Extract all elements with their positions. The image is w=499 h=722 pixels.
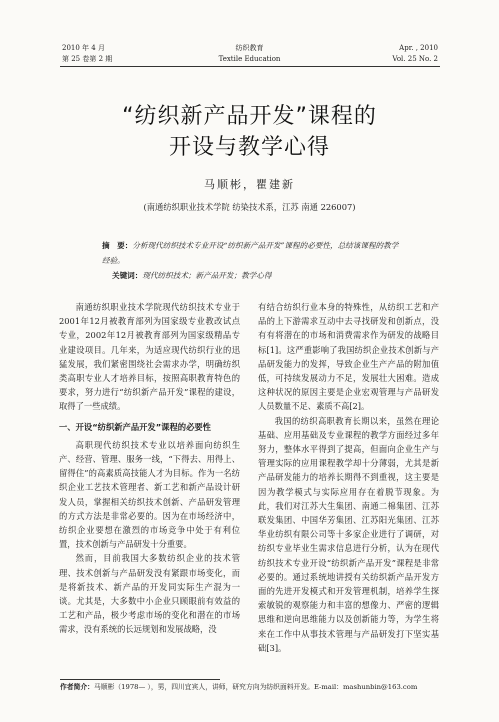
- abstract-text: 分析现代纺织技术专业开设“纺织新产品开发”课程的必要性，总结该课程的教学经验。: [102, 241, 399, 265]
- section-heading-1: 一、开设“纺织新产品开发”课程的必要性: [59, 421, 211, 432]
- journal-name-en: Textile Education: [218, 55, 281, 63]
- header-issue: 第 25 卷第 2 期: [62, 55, 113, 63]
- footnote-rule: [60, 679, 220, 680]
- header-volume: Vol. 25 No. 2: [392, 55, 438, 63]
- authors: 马顺彬，瞿建新: [204, 178, 295, 191]
- right-column: [258, 300, 439, 655]
- abstract-label: 摘 要：: [102, 241, 133, 250]
- affiliation: (南通纺织职业技术学院 纺染技术系，江苏 南通 226007): [143, 202, 356, 212]
- title-line-2: 开设与教学心得: [168, 135, 330, 160]
- header-date: 2010 年 4 月: [62, 44, 105, 52]
- keywords-label: 关键词：: [112, 271, 143, 280]
- paragraph: 我国的纺织高职教育长期以来，虽然在理论基础、应用基础及专业课程的教学方面经过多年努力，整体水平得到了提高，但面向企业生产与管理实际的应用课程教学却十分薄弱，尤其是新产品研发能力的培养长期得不到重视，这主要是因为教学模式与实际应用存在着脱节现象。为此，我们对江苏大生集团、南通二棉集团、江苏联发集团、中国华芳集团、江苏阳光集团、江苏华业纺织有限公司等十多家企业进行了调研，对纺织专业毕业生需求信息进行分析，认为在现代纺织技术专业开设“纺织新产品开发”课程是非常必要的。通过系统地讲授有关纺织新产品开发方面的先进开发模式和开发管理机制，培养学生探索敏锐的观察能力和丰富的想像力、严密的逻辑思维和逆向思维能力以及创新能力等，为学生将来在工作中从事技术管理与产品研发打下坚实基础[3]。: [258, 415, 439, 653]
- paragraph: 高职现代纺织技术专业以培养面向纺织生产、经营、管理、服务一线，“下得去、用得上、留得住”的高素质高技能人才为目标。作为一名纺织企业工艺技术管理者、新工艺和新产品设计研发人员，掌握相关纺织技术创新、产品研发管理的方式方法是非常必要的。因为在市场经济中，纺织企业要想在激烈的市场竞争中处于有利位置，技术创新与产品研发十分重要。: [59, 439, 240, 550]
- keywords: [112, 269, 412, 282]
- author-note-text: 马顺彬（1978— ），男，四川宜宾人，讲师，研究方向为纺织面料开发。E-mail：mashunbin@163.com: [93, 683, 418, 691]
- paragraph: 然而，目前我国大多数纺织企业的技术管理、技术创新与产品研发没有紧跟市场变化，而是将新技术、新产品的开发同实际生产混为一谈。尤其是，大多数中小企业只顾眼前有效益的工艺和产品，极少考虑市场的变化和潜在的市场需求，没有系统的长远规划和发展战略，没: [59, 553, 240, 635]
- abstract: [102, 238, 402, 268]
- journal-name-cn: 纺织教育: [235, 44, 264, 52]
- title-line-1: “纺织新产品开发”课程的: [122, 104, 377, 129]
- left-column: [59, 300, 240, 637]
- author-note: [60, 683, 417, 692]
- header-rule: [60, 66, 440, 67]
- keywords-text: 现代纺织技术；新产品开发；教学心得: [142, 271, 272, 280]
- intro-paragraph: 南通纺织职业技术学院现代纺织技术专业于2001年12月被教育部列为国家级专业教改试点专业，2002年12月被教育部列为国家级精品专业建设项目。几年来，为适应现代纺织行业的迅猛发展，我们紧密围绕社会需求办学，明确纺织类高职专业人才培养目标，按照高职教育特色的要求，努力进行“纺织新产品开发”课程的建设，取得了一些成绩。: [59, 302, 240, 412]
- author-note-label: 作者简介：: [60, 683, 94, 691]
- paragraph: 有结合纺织行业本身的特殊性，从纺织工艺和产品的上下游需求互动中去寻找研发和创新点，没有有将潜在的市场和消费需求作为研发的战略目标[1]。这严重影响了我国纺织企业技术创新与产品研发能力的发挥，导致企业生产产品的附加值低，可持续发展动力不足，发展壮大困难。造成这种状况的原因主要是企业宏观管理与产品研发人员数量不足、素质不高[2]。: [258, 302, 439, 412]
- header-date-en: Apr. , 2010: [399, 44, 438, 52]
